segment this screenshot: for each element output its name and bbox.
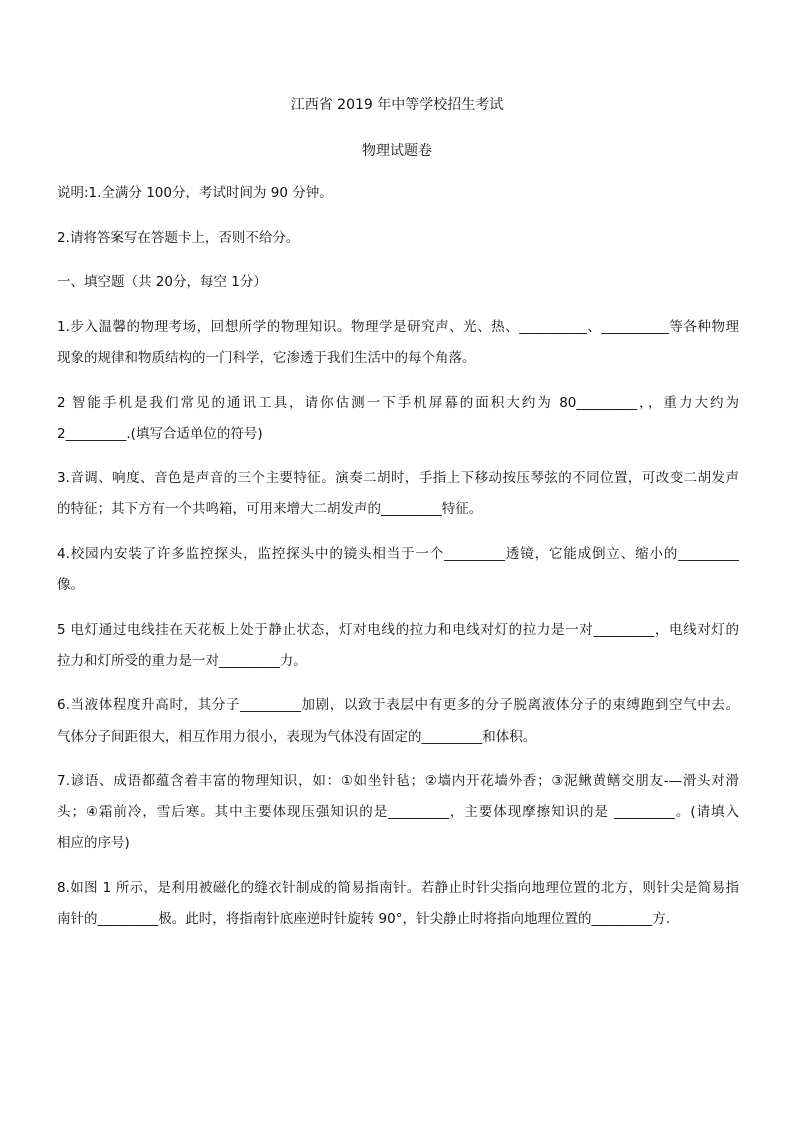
question-line: 的特征；其下方有一个共鸣箱，可用来增大二胡发声的_________特征。	[57, 501, 483, 517]
question-line: 相应的序号)	[57, 835, 130, 851]
exam-subtitle: 物理试题卷	[362, 143, 432, 159]
question-line: 2 智能手机是我们常见的通讯工具，请你估测一下手机屏幕的面积大约为 80_________，，重力大约为	[57, 395, 739, 411]
question-line: 7.谚语、成语都蕴含着丰富的物理知识，如：①如坐针毡；②墙内开花墙外香；③泥鳅黄鳝交朋友-—滑头对滑	[57, 773, 739, 789]
question-line: 4.校园内安装了许多监控探头，监控探头中的镜头相当于一个_________透镜，它能成倒立、缩小的_________	[57, 546, 739, 562]
question-line: 南针的_________极。此时，将指南针底座逆时针旋转 90°，针尖静止时将指向地理位置的_________方.	[57, 911, 671, 927]
question-line: 6.当液体程度升高时，其分子_________加剧，以致于表层中有更多的分子脱离液体分子的束缚跑到空气中去。	[57, 697, 739, 713]
question-line: 1.步入温馨的物理考场，回想所学的物理知识。物理学是研究声、光、热、__________、__________等各种物理	[57, 319, 739, 335]
section-heading: 一、填空题（共 20分，每空 1分）	[57, 274, 267, 290]
question-line: 3.音调、响度、音色是声音的三个主要特征。演奏二胡时，手指上下移动按压琴弦的不同位置，可改变二胡发声	[57, 470, 739, 486]
question-line: 5 电灯通过电线挂在天花板上处于静止状态，灯对电线的拉力和电线对灯的拉力是一对_________，电线对灯的	[57, 622, 739, 638]
instruction-note-2: 2.请将答案写在答题卡上，否则不给分。	[57, 230, 300, 246]
instruction-note-1: 说明:1.全满分 100分，考试时间为 90 分钟。	[57, 185, 333, 201]
question-line: 2_________.(填写合适单位的符号)	[57, 426, 263, 442]
question-line: 现象的规律和物质结构的一门科学，它渗透于我们生活中的每个角落。	[57, 350, 476, 366]
exam-title: 江西省 2019 年中等学校招生考试	[290, 97, 504, 113]
question-line: 8.如图 1 所示，是利用被磁化的缝衣针制成的简易指南针。若静止时针尖指向地理位置的北方，则针尖是简易指	[57, 880, 739, 896]
question-line: 气体分子间距很大，相互作用力很小，表现为气体没有固定的_________和体积。	[57, 729, 537, 745]
question-line: 拉力和灯所受的重力是一对_________力。	[57, 653, 307, 669]
question-line: 像。	[57, 577, 84, 593]
question-line: 头；④霜前冷，雪后寒。其中主要体现压强知识的是_________，主要体现摩擦知识的是 _________。(请填入	[57, 804, 739, 820]
